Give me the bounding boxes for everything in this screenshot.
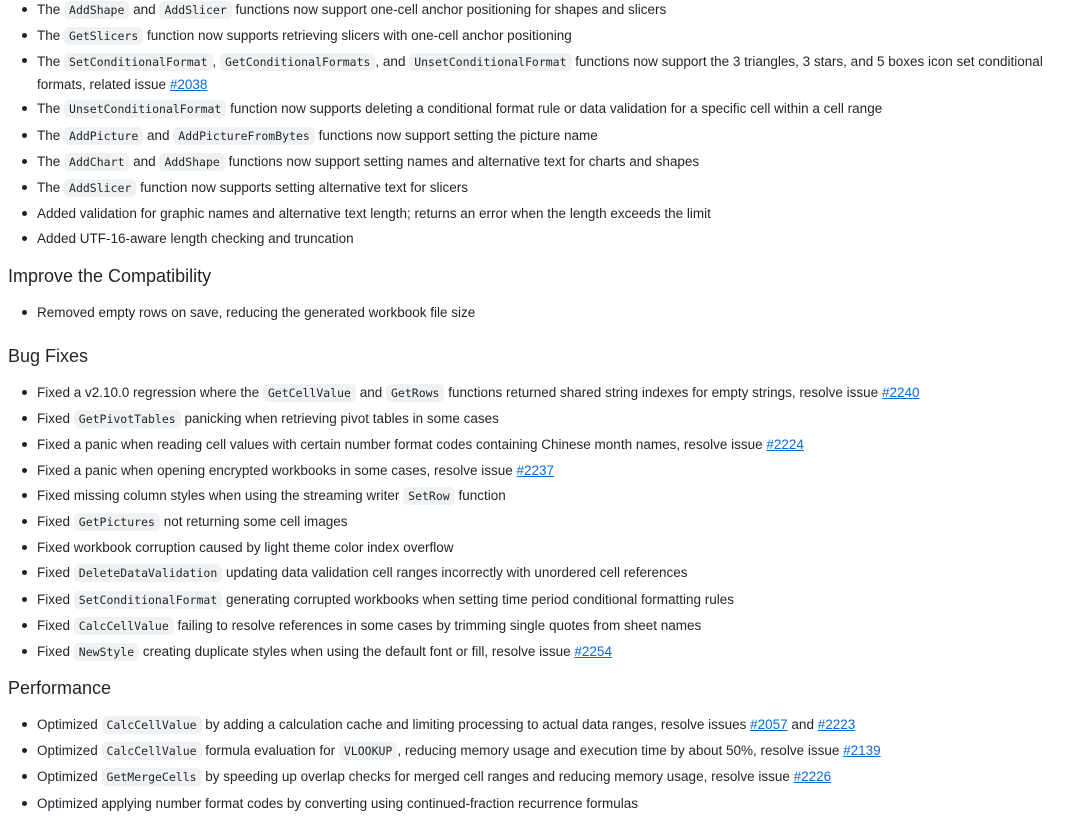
item-text: generating corrupted workbooks when setting time period conditional formatting rules (222, 591, 735, 607)
code-identifier: CalcCellValue (102, 716, 202, 734)
code-identifier: NewStyle (74, 643, 139, 661)
code-identifier: GetMergeCells (102, 768, 202, 786)
item-text: Fixed (37, 411, 74, 427)
item-text: , and (375, 54, 410, 70)
item-text: Fixed (37, 617, 74, 633)
heading-compatibility: Improve the Compatibility (8, 266, 212, 286)
item-text: Fixed a panic when opening encrypted workbooks in some cases, resolve issue (37, 462, 517, 478)
list-item (22, 0, 1072, 23)
item-text: Optimized applying number format codes by converting using continued-fraction recurrence formulas (37, 795, 639, 811)
list-item (22, 149, 1072, 175)
item-text: Added UTF-16-aware length checking and truncation (37, 231, 354, 247)
item-text: The (37, 28, 65, 44)
item-text: Fixed (37, 644, 74, 660)
list-item (22, 483, 1072, 509)
code-identifier: SetConditionalFormat (74, 591, 222, 609)
item-text: functions now support one-cell anchor positioning for shapes and slicers (231, 2, 667, 17)
list-item (22, 123, 1072, 149)
list-item (22, 226, 1072, 251)
issue-link[interactable]: #2038 (169, 76, 208, 92)
list-item (22, 535, 1072, 560)
item-text: failing to resolve references in some cases by trimming single quotes from sheet names (173, 617, 702, 633)
code-identifier: AddSlicer (64, 179, 136, 197)
code-identifier: GetConditionalFormats (220, 53, 375, 71)
code-identifier: AddSlicer (159, 1, 231, 19)
item-text: The (37, 54, 65, 70)
features-list (22, 0, 1072, 252)
item-text: and (129, 153, 160, 169)
item-text: function now supports deleting a conditional format rule or data validation for a specific cell within a cell range (226, 101, 883, 117)
code-identifier: CalcCellValue (74, 617, 174, 635)
code-identifier: AddPicture (64, 127, 143, 145)
code-identifier: SetConditionalFormat (64, 53, 212, 71)
item-text: Fixed workbook corruption caused by light theme color index overflow (37, 540, 454, 556)
item-text: , (212, 54, 221, 70)
list-item (22, 432, 1072, 457)
item-text: Optimized (37, 769, 102, 785)
list-item (22, 201, 1072, 226)
item-text: and (129, 2, 160, 17)
issue-link[interactable]: #2254 (574, 644, 612, 660)
item-text: functions now support setting the picture name (314, 127, 598, 143)
code-identifier: AddShape (64, 1, 129, 19)
list-item (22, 587, 1072, 613)
item-text: and (355, 385, 386, 400)
list-item (22, 712, 1072, 738)
code-identifier: UnsetConditionalFormat (409, 53, 571, 71)
list-item (22, 49, 1072, 96)
item-text: formula evaluation for (201, 743, 339, 759)
item-text: and (143, 127, 174, 143)
code-identifier: CalcCellValue (102, 742, 202, 760)
issue-link[interactable]: #2240 (881, 385, 920, 400)
item-text: Removed empty rows on save, reducing the generated workbook file size (37, 305, 476, 320)
code-identifier: GetRows (386, 384, 444, 402)
item-text: The (37, 127, 65, 143)
code-identifier: UnsetConditionalFormat (64, 100, 226, 118)
list-item (22, 380, 1072, 406)
item-text: function now supports retrieving slicers with one-cell anchor positioning (143, 28, 572, 44)
list-item (22, 509, 1072, 535)
code-identifier: DeleteDataValidation (74, 564, 222, 582)
list-item (22, 96, 1072, 122)
item-text: The (37, 153, 65, 169)
issue-link[interactable]: #2139 (843, 743, 881, 759)
list-item (22, 791, 1072, 816)
item-text: by speeding up overlap checks for merged cell ranges and reducing memory usage, resolve issue (201, 769, 794, 785)
item-text: The (37, 101, 65, 117)
list-item (22, 458, 1072, 483)
item-text: and (787, 717, 818, 732)
code-identifier: GetPivotTables (74, 410, 181, 428)
compatibility-list (22, 300, 1072, 325)
item-text: Added validation for graphic names and alternative text length; returns an error when the length exceeds the limit (37, 206, 711, 222)
list-item (22, 175, 1072, 201)
item-text: updating data validation cell ranges incorrectly with unordered cell references (222, 565, 688, 581)
item-text: not returning some cell images (159, 514, 348, 530)
code-identifier: GetPictures (74, 513, 160, 531)
heading-bug-fixes: Bug Fixes (8, 346, 89, 366)
list-item (22, 560, 1072, 586)
code-identifier: AddChart (64, 153, 129, 171)
code-identifier: SetRow (403, 487, 455, 505)
item-text: Optimized (37, 743, 102, 759)
performance-list (22, 712, 1072, 816)
issue-link[interactable]: #2237 (516, 462, 555, 478)
list-item (22, 738, 1072, 764)
item-text: functions now support setting names and alternative text for charts and shapes (224, 153, 700, 169)
item-text: functions now support the 3 triangles, 3 stars, and 5 boxes icon set conditional formats, related issue (37, 54, 1043, 92)
item-text: panicking when retrieving pivot tables in some cases (180, 411, 499, 427)
item-text: by adding a calculation cache and limiting processing to actual data ranges, resolve issues (201, 717, 751, 732)
item-text: functions returned shared string indexes for empty strings, resolve issue (444, 385, 882, 400)
list-item (22, 764, 1072, 790)
issue-link[interactable]: #2226 (793, 769, 832, 785)
item-text: Fixed a v2.10.0 regression where the (37, 385, 263, 400)
item-text: Optimized (37, 717, 102, 732)
item-text: Fixed (37, 514, 74, 530)
code-identifier: AddShape (159, 153, 224, 171)
item-text: Fixed a panic when reading cell values with certain number format codes containing Chinese month names, resolve issue (37, 437, 767, 453)
list-item (22, 613, 1072, 639)
heading-performance: Performance (8, 678, 112, 698)
item-text: , reducing memory usage and execution time by about 50%, resolve issue (397, 743, 844, 759)
bug-fixes-list (22, 380, 1072, 665)
issue-link[interactable]: #2057 (750, 717, 788, 732)
issue-link[interactable]: #2223 (817, 717, 856, 732)
item-text: function now supports setting alternative text for slicers (136, 180, 468, 196)
issue-link[interactable]: #2224 (766, 437, 804, 453)
list-item (22, 300, 1072, 325)
item-text: The (37, 2, 65, 17)
item-text: Fixed (37, 565, 74, 581)
item-text: Fixed (37, 591, 74, 607)
item-text: function (454, 487, 506, 503)
item-text: The (37, 180, 65, 196)
list-item (22, 406, 1072, 432)
code-identifier: VLOOKUP (339, 742, 397, 760)
list-item (22, 639, 1072, 665)
item-text: Fixed missing column styles when using the streaming writer (37, 487, 404, 503)
item-text: creating duplicate styles when using the default font or fill, resolve issue (139, 644, 575, 660)
code-identifier: AddPictureFromBytes (173, 127, 315, 145)
list-item (22, 23, 1072, 49)
code-identifier: GetSlicers (64, 27, 143, 45)
code-identifier: GetCellValue (263, 384, 356, 402)
